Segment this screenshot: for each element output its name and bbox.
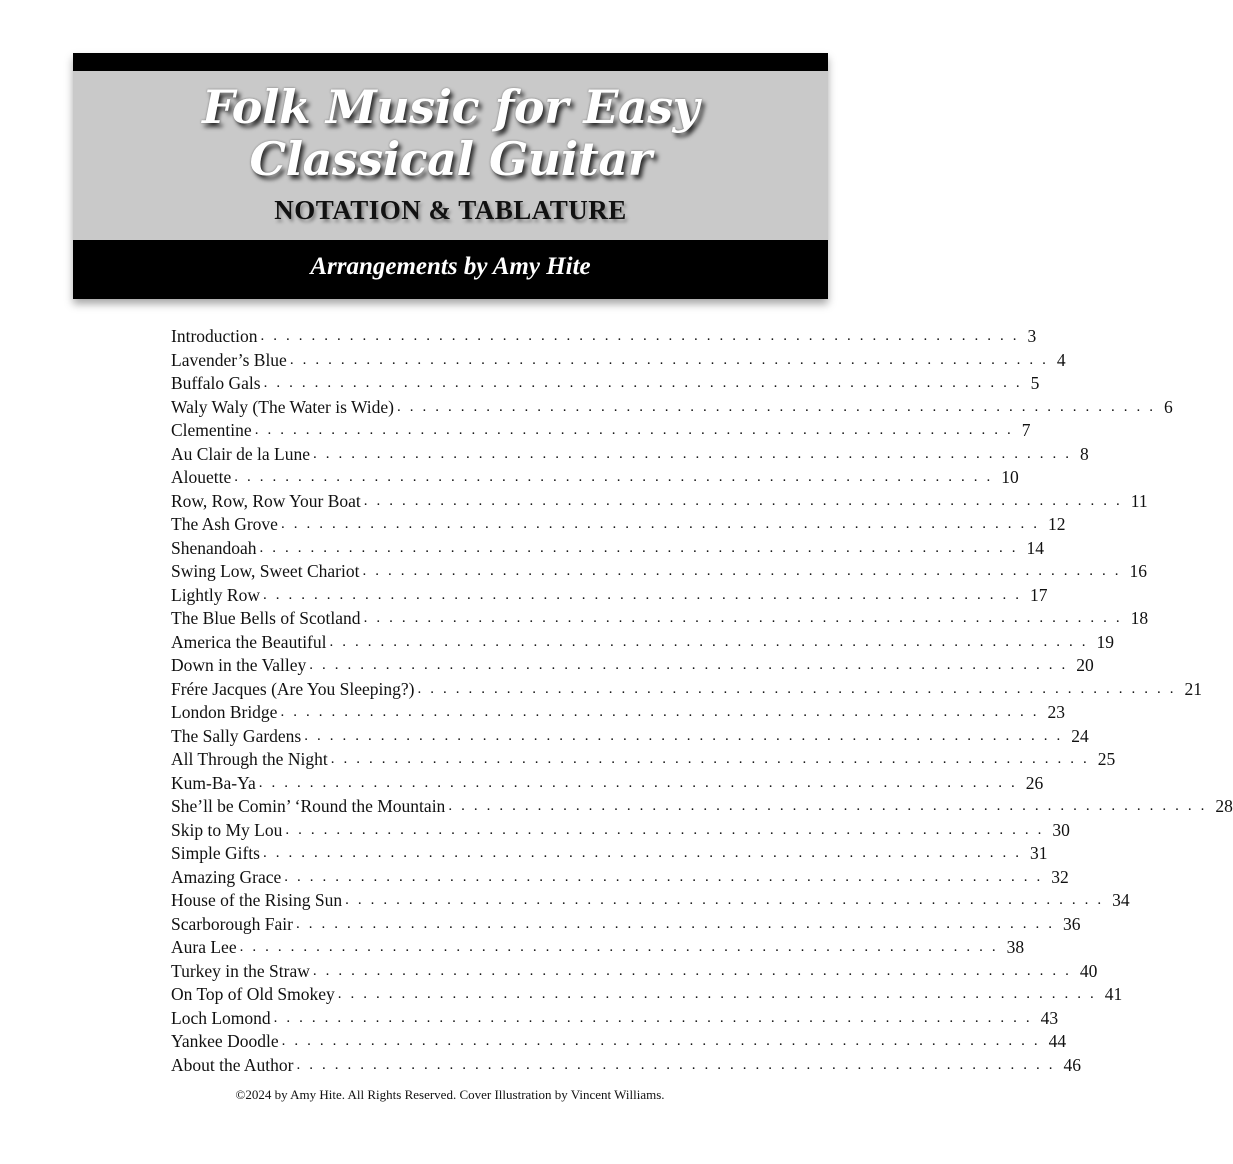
toc-dot-leader: ............................................................ <box>363 492 1129 509</box>
toc-entry <box>171 419 1031 443</box>
toc-dot-leader: ............................................................ <box>263 375 1029 391</box>
toc-entry <box>171 913 1081 937</box>
toc-entry-title: Turkey in the Straw <box>171 960 313 984</box>
toc-dot-leader: ............................................................ <box>262 586 1028 603</box>
toc-dot-leader: ............................................................ <box>304 727 1070 744</box>
toc-entry-title: The Ash Grove <box>171 513 281 537</box>
toc-dot-leader: ............................................................ <box>260 328 1026 344</box>
toc-entry-title: She’ll be Comin’ ‘Round the Mountain <box>171 795 448 819</box>
toc-entry <box>171 725 1089 749</box>
toc-dot-leader: ............................................................ <box>259 539 1025 556</box>
toc-entry <box>171 1007 1059 1031</box>
toc-entry <box>171 795 1233 819</box>
toc-entry-title: Waly Waly (The Water is Wide) <box>171 396 397 420</box>
toc-entry-title: Aura Lee <box>171 936 240 960</box>
toc-entry-title: Au Clair de la Lune <box>171 443 313 467</box>
book-title-line-2: Classical Guitar <box>249 132 652 186</box>
toc-entry-page: 18 <box>1129 607 1149 631</box>
toc-entry <box>171 1030 1067 1054</box>
toc-entry-page: 17 <box>1028 584 1048 608</box>
toc-entry-title: Alouette <box>171 466 234 490</box>
toc-entry-page: 40 <box>1078 960 1098 984</box>
toc-entry <box>171 396 1173 420</box>
toc-entry-page: 16 <box>1127 560 1147 584</box>
toc-entry-title: Introduction <box>171 325 261 349</box>
toc-entry-page: 24 <box>1069 725 1089 749</box>
toc-entry <box>171 349 1066 373</box>
toc-dot-leader: ............................................................ <box>330 751 1096 767</box>
toc-entry-page: 8 <box>1078 443 1089 467</box>
toc-entry-title: Lightly Row <box>171 584 263 608</box>
toc-entry-title: On Top of Old Smokey <box>171 983 338 1007</box>
toc-entry-page: 25 <box>1096 748 1116 772</box>
toc-dot-leader: ............................................................ <box>280 704 1046 720</box>
toc-entry <box>171 936 1025 960</box>
toc-entry <box>171 537 1045 561</box>
toc-entry <box>171 678 1202 702</box>
toc-entry <box>171 584 1048 608</box>
toc-entry-page: 41 <box>1103 983 1123 1007</box>
toc-dot-leader: ............................................................ <box>363 610 1129 626</box>
toc-entry <box>171 654 1094 678</box>
toc-entry-page: 19 <box>1095 631 1115 655</box>
toc-entry-page: 11 <box>1129 490 1148 514</box>
toc-dot-leader: ............................................................ <box>239 939 1005 955</box>
toc-dot-leader: ............................................................ <box>397 398 1162 415</box>
toc-entry <box>171 325 1037 349</box>
toc-dot-leader: ............................................................ <box>417 680 1183 697</box>
toc-entry-title: Row, Row, Row Your Boat <box>171 490 364 514</box>
toc-entry-title: Clementine <box>171 419 255 443</box>
toc-entry-title: House of the Rising Sun <box>171 889 345 913</box>
toc-entry <box>171 819 1070 843</box>
toc-entry-title: America the Beautiful <box>171 631 330 655</box>
toc-dot-leader: ............................................................ <box>345 892 1111 908</box>
toc-dot-leader: ............................................................ <box>262 845 1028 861</box>
toc-entry <box>171 513 1066 537</box>
toc-entry-title: Lavender’s Blue <box>171 349 290 373</box>
toc-entry-title: Kum-Ba-Ya <box>171 772 259 796</box>
toc-entry <box>171 866 1069 890</box>
toc-entry-page: 43 <box>1039 1007 1059 1031</box>
toc-entry-page: 7 <box>1020 419 1031 443</box>
toc-dot-leader: ............................................................ <box>337 986 1103 1002</box>
toc-entry <box>171 560 1147 584</box>
toc-dot-leader: ............................................................ <box>273 1009 1039 1026</box>
toc-entry-page: 6 <box>1162 396 1173 420</box>
toc-entry-title: Swing Low, Sweet Chariot <box>171 560 362 584</box>
toc-entry-page: 4 <box>1055 349 1066 373</box>
toc-dot-leader: ............................................................ <box>309 657 1075 673</box>
toc-entry-page: 5 <box>1029 372 1040 396</box>
toc-entry-page: 36 <box>1061 913 1081 937</box>
toc-entry-page: 34 <box>1110 889 1130 913</box>
toc-entry <box>171 960 1098 984</box>
toc-entry-title: Loch Lomond <box>171 1007 274 1031</box>
toc-entry <box>171 983 1123 1007</box>
toc-entry-title: London Bridge <box>171 701 280 725</box>
toc-entry <box>171 701 1065 725</box>
toc-dot-leader: ............................................................ <box>289 351 1055 368</box>
toc-entry-page: 26 <box>1024 772 1044 796</box>
toc-entry-title: The Sally Gardens <box>171 725 304 749</box>
toc-dot-leader: ............................................................ <box>362 563 1128 579</box>
toc-entry <box>171 889 1130 913</box>
toc-dot-leader: ............................................................ <box>280 516 1046 532</box>
toc-entry-page: 12 <box>1046 513 1066 537</box>
toc-dot-leader: ............................................................ <box>296 1056 1062 1073</box>
toc-dot-leader: ............................................................ <box>258 774 1024 791</box>
arranger-credit: Arrangements by Amy Hite <box>310 253 591 280</box>
title-header <box>73 53 828 299</box>
book-title-line-1: Folk Music for Easy <box>202 80 699 134</box>
toc-entry-page: 31 <box>1028 842 1048 866</box>
toc-entry <box>171 631 1114 655</box>
table-of-contents <box>171 325 1233 1077</box>
toc-entry <box>171 1054 1081 1078</box>
toc-dot-leader: ............................................................ <box>254 422 1020 438</box>
toc-entry <box>171 443 1089 467</box>
toc-entry-page: 44 <box>1047 1030 1067 1054</box>
toc-dot-leader: ............................................................ <box>329 633 1095 650</box>
toc-entry <box>171 466 1019 490</box>
toc-dot-leader: ............................................................ <box>281 1033 1047 1049</box>
toc-entry-page: 32 <box>1049 866 1069 890</box>
toc-entry <box>171 490 1148 514</box>
toc-entry-title: Simple Gifts <box>171 842 263 866</box>
toc-entry-title: Buffalo Gals <box>171 372 264 396</box>
toc-entry-title: Frére Jacques (Are You Sleeping?) <box>171 678 417 702</box>
toc-entry-title: Down in the Valley <box>171 654 309 678</box>
toc-entry-page: 10 <box>999 466 1019 490</box>
toc-entry <box>171 772 1044 796</box>
toc-dot-leader: ............................................................ <box>312 445 1078 462</box>
toc-dot-leader: ............................................................ <box>284 868 1050 885</box>
toc-entry-title: Skip to My Lou <box>171 819 285 843</box>
toc-entry-page: 28 <box>1213 795 1233 819</box>
toc-entry <box>171 607 1149 631</box>
toc-dot-leader: ............................................................ <box>312 962 1078 979</box>
toc-entry-title: Yankee Doodle <box>171 1030 282 1054</box>
toc-entry <box>171 842 1048 866</box>
toc-entry-title: Amazing Grace <box>171 866 284 890</box>
toc-dot-leader: ............................................................ <box>285 821 1051 838</box>
toc-entry-page: 21 <box>1182 678 1202 702</box>
toc-entry-page: 3 <box>1026 325 1037 349</box>
toc-entry-title: All Through the Night <box>171 748 331 772</box>
toc-entry <box>171 372 1040 396</box>
toc-entry-page: 20 <box>1074 654 1094 678</box>
toc-entry-page: 46 <box>1062 1054 1082 1078</box>
copyright-notice: ©2024 by Amy Hite. All Rights Reserved. Cover Illustration by Vincent Williams. <box>235 1087 665 1102</box>
toc-dot-leader: ............................................................ <box>448 798 1214 814</box>
toc-entry <box>171 748 1116 772</box>
book-subtitle: NOTATION & TABLATURE <box>274 195 627 225</box>
toc-entry-page: 23 <box>1045 701 1065 725</box>
toc-entry-page: 38 <box>1005 936 1025 960</box>
header-top-bar <box>73 53 828 71</box>
toc-entry-page: 14 <box>1025 537 1045 561</box>
toc-entry-title: The Blue Bells of Scotland <box>171 607 364 631</box>
toc-entry-title: Shenandoah <box>171 537 260 561</box>
toc-dot-leader: ............................................................ <box>296 915 1061 932</box>
toc-dot-leader: ............................................................ <box>234 469 1000 485</box>
toc-entry-page: 30 <box>1050 819 1070 843</box>
toc-entry-title: About the Author <box>171 1054 297 1078</box>
toc-entry-title: Scarborough Fair <box>171 913 296 937</box>
